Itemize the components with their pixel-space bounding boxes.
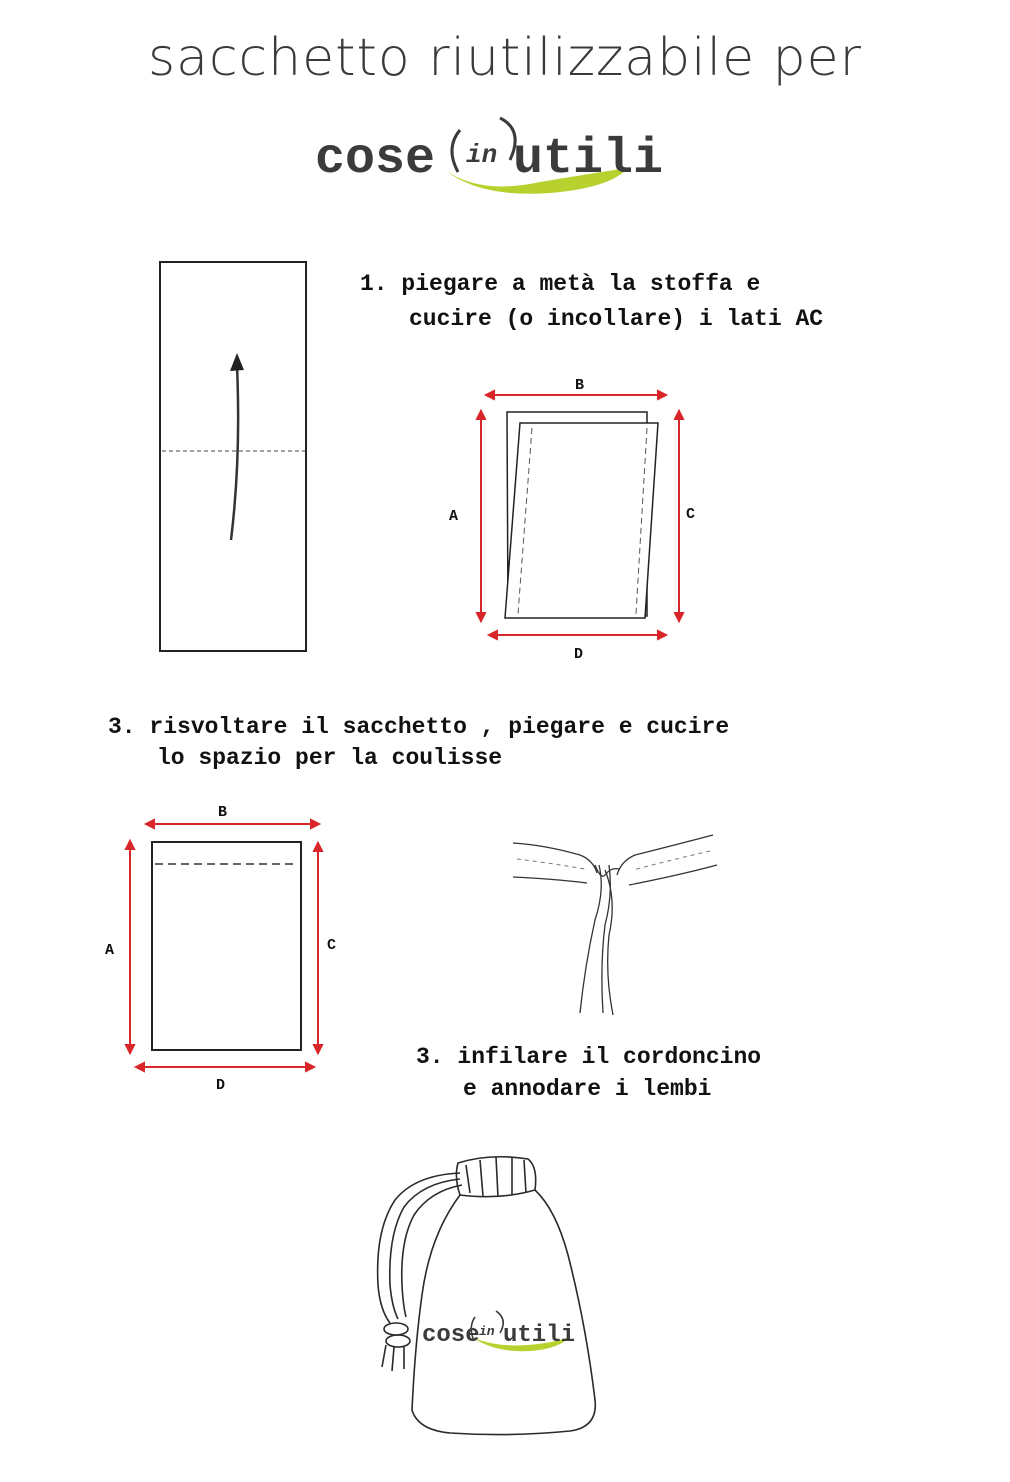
measure-lines-2 [126, 820, 322, 1071]
step3-line2: e annodare i lembi [463, 1076, 712, 1102]
fold-arrow-icon [231, 366, 238, 540]
arrow-head-icon [230, 353, 244, 371]
label-c-2: C [327, 937, 337, 954]
logo-in: in [466, 140, 498, 170]
header-logo [310, 100, 664, 195]
step2-line2: lo spazio per la coulisse [157, 745, 503, 771]
step1-line1: piegare a metà la stoffa e [401, 271, 761, 297]
label-a: A [449, 508, 459, 525]
fabric-rectangle [160, 262, 306, 651]
bag-logo-in: in [479, 1324, 495, 1339]
label-d-2: D [216, 1077, 226, 1094]
step1-line2: cucire (o incollare) i lati AC [409, 306, 824, 332]
bag-logo-utili: utili [503, 1322, 576, 1349]
label-a-2: A [105, 942, 115, 959]
step3-text [416, 1040, 761, 1074]
logo-cose: cose [315, 131, 436, 188]
step2-text [108, 710, 729, 744]
page-title: sacchetto riutilizzabile per [148, 28, 862, 88]
casing-diagram [95, 795, 365, 1100]
bag-logo-cose: cose [422, 1322, 480, 1349]
sewn-sides-diagram [440, 370, 730, 670]
fold-diagram [155, 258, 315, 658]
label-c: C [686, 506, 696, 523]
step2-line1: risvoltare il sacchetto , piegare e cucire [149, 714, 730, 740]
step1-number: 1. [360, 271, 388, 297]
label-b-2: B [218, 804, 228, 821]
step1-text [360, 267, 760, 301]
label-b: B [575, 377, 585, 394]
logo-utili: utili [513, 131, 664, 188]
drawstring-sketch [505, 825, 725, 1020]
label-d: D [574, 646, 584, 663]
step2-number: 3. [108, 714, 136, 740]
step3-number: 3. [416, 1044, 444, 1070]
finished-bag-sketch [360, 1145, 620, 1445]
step3-line1: infilare il cordoncino [457, 1044, 762, 1070]
bag-outline [152, 842, 301, 1050]
